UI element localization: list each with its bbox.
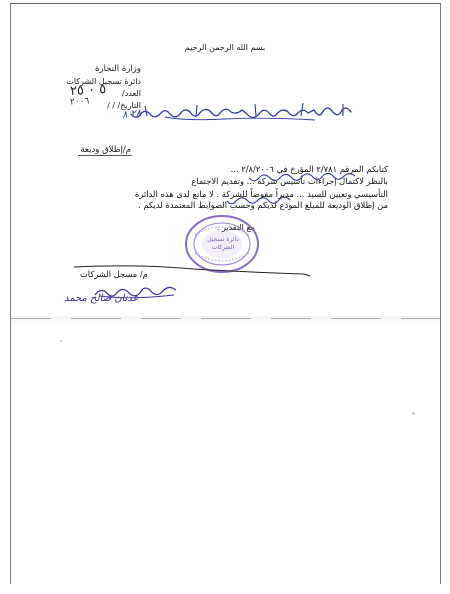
reference-number-value: ٥ ٠ ٢٥ bbox=[69, 82, 107, 99]
body-line-4: من إطلاق الوديعة للمبلغ المودع لديكم وحسب الضوابط المعتمدة لديكم . bbox=[138, 200, 388, 210]
basmala: بسم الله الرحمن الرحيم bbox=[184, 43, 266, 52]
scan-speck bbox=[412, 412, 415, 415]
closing-line: مع التقدير . bbox=[216, 223, 255, 232]
scan-border-right bbox=[440, 3, 441, 584]
stamp-text: دائرة تسجيل الشركات bbox=[207, 236, 239, 251]
reference-number-label: العدد/ bbox=[122, 89, 141, 98]
page-fold-line bbox=[11, 318, 440, 319]
signatory-name: عدنان صالح محمد bbox=[64, 293, 139, 304]
date-year: ٢٠٠٦ bbox=[69, 96, 90, 108]
body-line-2: بالنظر لاكتمال إجراءات تأسيس شركة ... وتقديم الاجتماع bbox=[191, 176, 388, 186]
scan-speck bbox=[60, 340, 62, 342]
body-line-3: التأسيسي وتعيين للسيد ... مديراً مفوضاً للشركة . لا مانع لدى هذه الدائرة bbox=[134, 189, 388, 199]
ministry-name: وزارة التجارة bbox=[95, 64, 141, 74]
date-handwritten: ٢٨ ٨ bbox=[121, 108, 142, 121]
department-name: دائرة تسجيل الشركات bbox=[66, 77, 141, 86]
scan-border-top bbox=[10, 3, 440, 4]
recipient-handwriting bbox=[105, 100, 355, 122]
body-line-1: كتابكم المرقم ٢/٧٨١ المؤرخ في ٢/٨/٢٠٠٦ ... bbox=[230, 164, 388, 174]
body-handwriting bbox=[150, 170, 360, 210]
subject-underline bbox=[78, 155, 132, 156]
scan-border-left bbox=[10, 3, 11, 584]
date-label: التاريخ/ / / bbox=[107, 101, 141, 110]
subject-line: م/إطلاق وديعة bbox=[80, 145, 131, 155]
signatory-title: م/ مسجل الشركات bbox=[80, 269, 148, 279]
